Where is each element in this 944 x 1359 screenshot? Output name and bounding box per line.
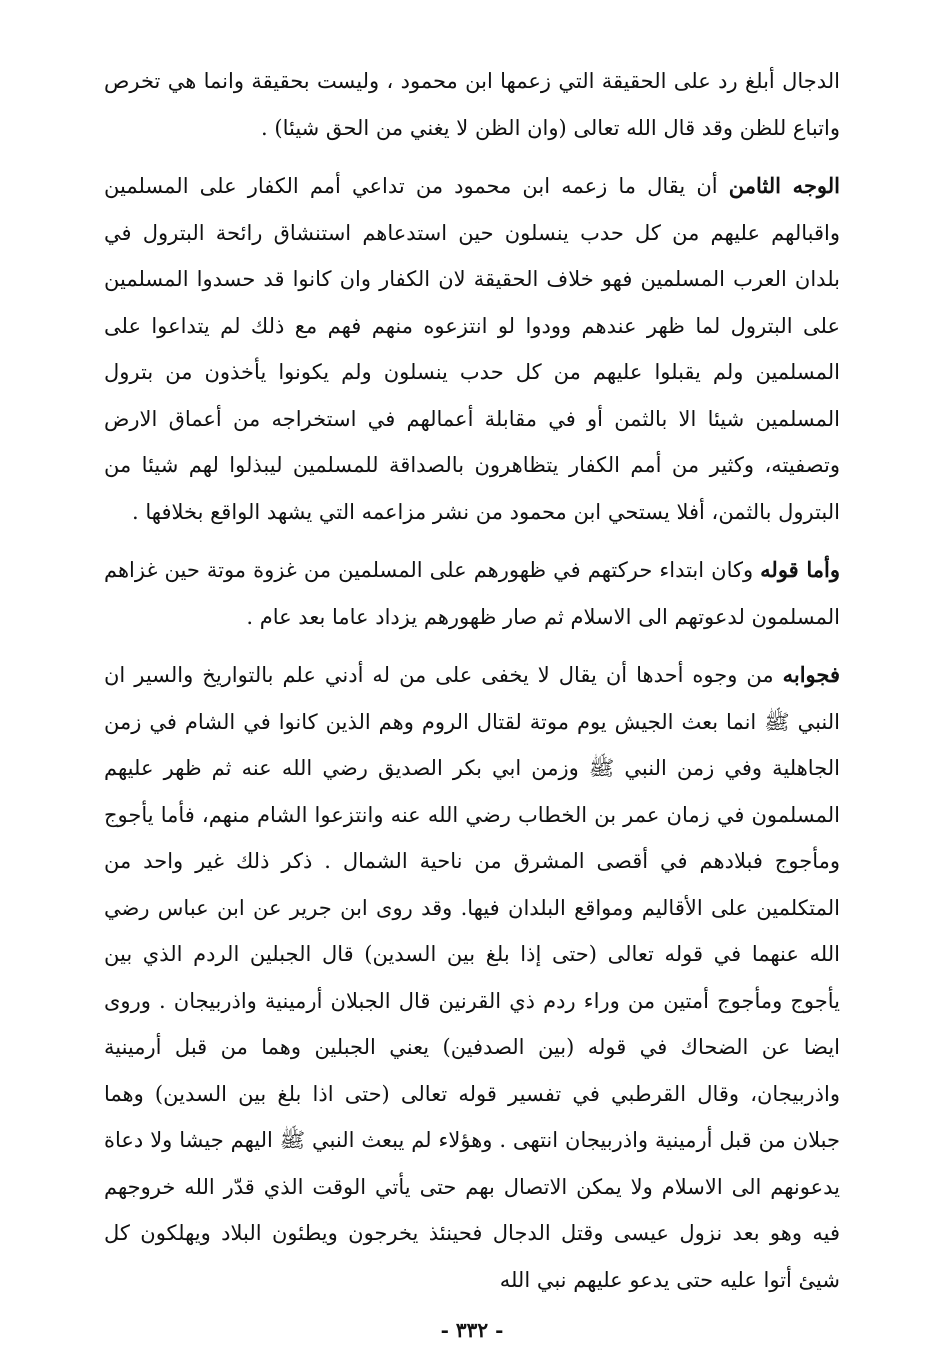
paragraph-2-heading: الوجه الثامن [728,173,841,198]
paragraph-4 [104,652,840,1303]
paragraph-4-text: من وجوه أحدها أن يقال لا يخفى على من له أدني علم بالتواريخ والسير ان النبي ﷺ انما بعث الجيش يوم موتة لقتال الروم وهم الذين كانوا في الشام في زمن الجاهلية وفي زمن النبي ﷺ وزمن ابي بكر الصديق رضي الله عنه ثم ظهر عليهم المسلمون في زمان عمر بن الخطاب رضي الله عنه وانتزعوا الشام منهم، فأما يأجوج ومأجوج فبلادهم في أقصى المشرق من ناحية الشمال . ذكر ذلك غير واحد من المتكلمين على الأقاليم ومواقع البلدان فيها. وقد روى ابن جرير عن ابن عباس رضي الله عنهما في قوله تعالى (حتى إذا بلغ بين السدين) قال الجبلين الردم الذي بين يأجوج ومأجوج أمتين من وراء ردم ذي القرنين قال الجبلان أرمينية واذربيجان . وروى ايضا عن الضحاك في قوله (بين الصدفين) يعني الجبلين وهما من قبل أرمينية واذربيجان، وقال القرطبي في تفسير قوله تعالى (حتى اذا بلغ بين السدين) وهما جبلان من قبل أرمينية واذربيجان انتهى . وهؤلاء لم يبعث النبي ﷺ اليهم جيشا ولا دعاة يدعونهم الى الاسلام ولا يمكن الاتصال بهم حتى يأتي الوقت الذي قدّر الله خروجهم فيه وهو بعد نزول عيسى وقتل الدجال فحينئذ يخرجون ويطئون البلاد ويهلكون كل شيئ أتوا عليه حتى يدعو عليهم نبي الله [104,663,840,1292]
paragraph-3 [104,547,840,640]
page-number: - ٣٣٢ - [440,1318,504,1342]
body-text [104,58,840,1303]
paragraph-3-heading: وأما قوله [760,557,840,582]
paragraph-4-heading: فجوابه [782,662,840,687]
paragraph-1-text: الدجال أبلغ رد على الحقيقة التي زعمها ابن محمود ، وليست بحقيقة وانما هي تخرص واتباع للظن وقد قال الله تعالى (وان الظن لا يغني من الحق شيئا) . [104,69,840,140]
paragraph-1 [104,58,840,151]
paragraph-3-text: وكان ابتداء حركتهم في ظهورهم على المسلمين من غزوة موتة حين غزاهم المسلمون لدعوتهم الى الاسلام ثم صار ظهورهم يزداد عاما بعد عام . [104,558,840,629]
paragraph-2-text: أن يقال ما زعمه ابن محمود من تداعي أمم الكفار على المسلمين واقبالهم عليهم من كل حدب ينسلون حين استدعاهم استنشاق رائحة البترول في بلدان العرب المسلمين فهو خلاف الحقيقة لان الكفار وان كانوا قد حسدوا المسلمين على البترول لما ظهر عندهم وودوا لو انتزعوه منهم فهم مع ذلك لم يتداعوا على المسلمين ولم يقبلوا عليهم من كل حدب ينسلون ولم يكونوا يأخذون من بترول المسلمين شيئا الا بالثمن أو في مقابلة أعمالهم في استخراجه من أعماق الارض وتصفيته، وكثير من أمم الكفار يتظاهرون بالصداقة للمسلمين ليبذلوا لهم شيئا من البترول بالثمن، أفلا يستحي ابن محمود من نشر مزاعمه التي يشهد الواقع بخلافها . [104,174,840,524]
paragraph-2 [104,163,840,535]
